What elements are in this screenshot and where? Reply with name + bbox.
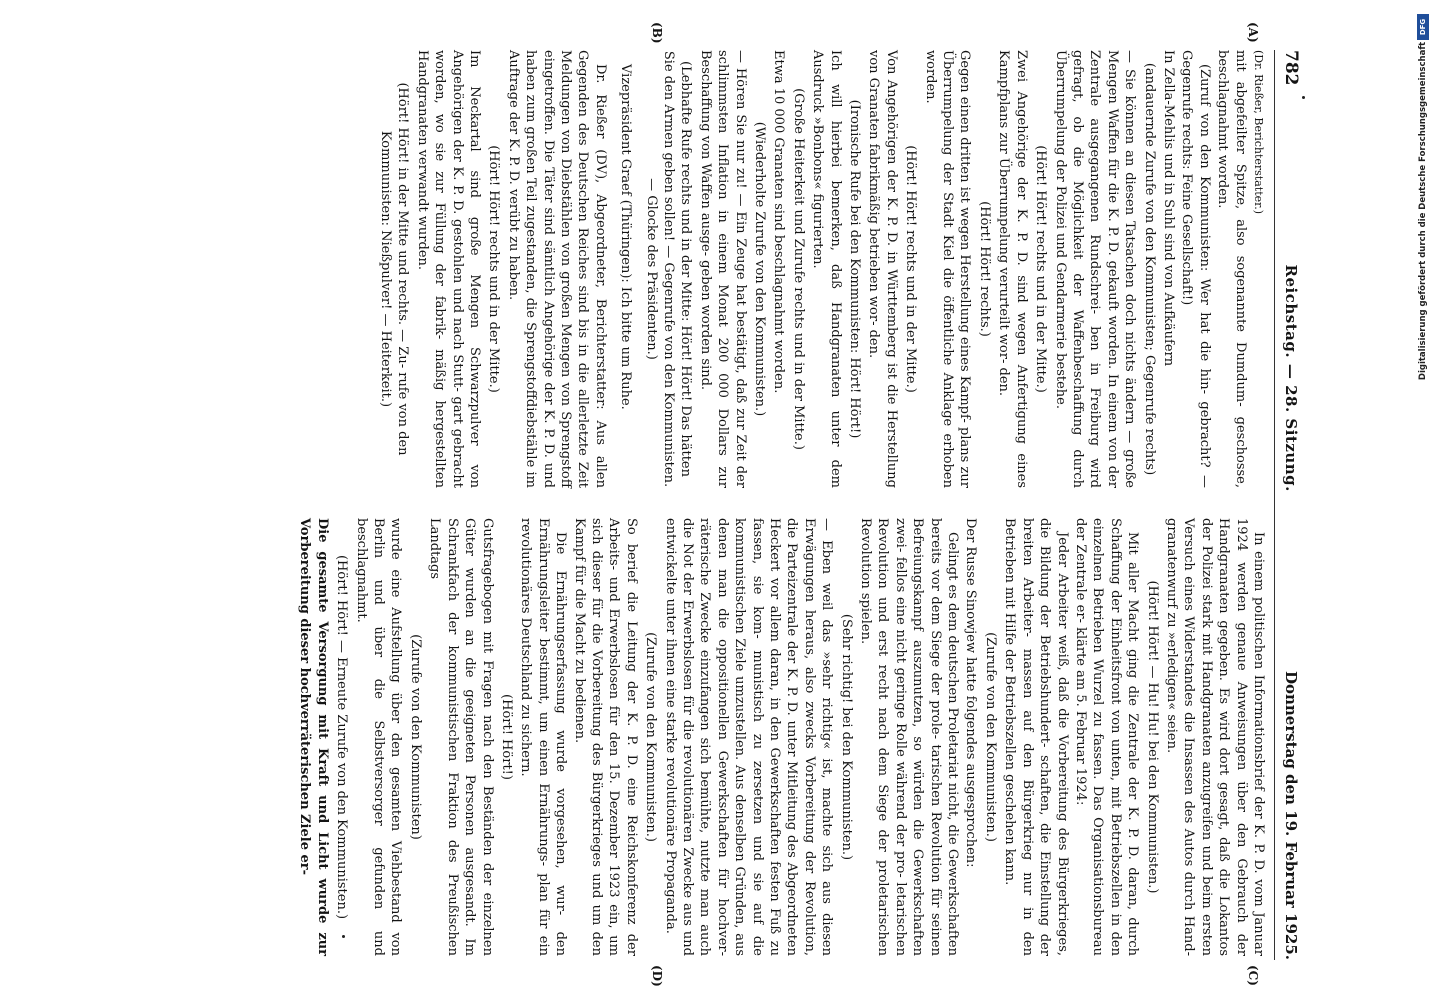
header-title (1281, 86, 1298, 671)
header-session: — 28. Sitzung. (1281, 363, 1300, 492)
margin-marker-c: (C) (1246, 965, 1260, 986)
document-page (5, 22, 1305, 987)
paragraph: — Eben weil das »sehr richtig« ist, machte sich aus diesen Erwägungen heraus, also zwecks Vorbereitung der Revolution, die Parteizentrale der K. P. D. unter Mitleitung des Abgeordneten Heckert vor allem daran, in den Gewerkschaften festen Fuß zu fassen, sie kom- munistisch zu zersetzen und sie auf die kommunistischen Ziele umzustellen. Aus denselben Gründen, aus denen man die oppositionellen Gewerkschaften für hochver- räterische Zwecke einzufangen sich bemühte, nutzte man auch die Not der Erwerbslosen für die revolutionären Zwecke aus und entwickelte unter ihnen eine starke revolutionäre Propaganda. (662, 518, 835, 956)
paragraph: Im Neckartal sind große Mengen Schwarzpulver von Angehörigen der K. P. D. gestohlen und nach Stutt- gart gebracht worden, wo sie zur Füllung der fabrik- mäßig hergestellten Handgranaten verwandt wurden. (414, 50, 482, 488)
interjection: (Zuruf von den Kommunisten: Wer hat die hin- gebracht? — Gegenrufe rechts: Feine Gesellschaft!) (1179, 50, 1212, 488)
paragraph: Mit aller Macht ging die Zentrale der K. P. D. daran, durch Schaffung der Einheitsfront von unten, mit Betriebszellen in den einzelnen Betrieben Wurzel zu fassen. Das Organisationsbureau der Zentrale er- klärte am 5. Februar 1924: (1072, 518, 1141, 956)
left-column (375, 50, 1268, 488)
vice-president-remark: Vizepräsident Graef (Thüringen): Ich bitte um Ruhe. (618, 64, 634, 410)
paragraph: mit abgefeilter Spitze, also sogenannte Dumdum- geschosse, beschlagnahmt worden. (1215, 50, 1248, 488)
quotation: Gelingt es dem deutschen Proletariat nicht, die Gewerkschaften bereits vor dem Siege der prole- tarischen Revolution für seinen Befreiungskampf auszunutzen, so würden die Gewerkschaften zwei- fellos eine nicht geringe Rolle während der pro- letarischen Revolution und erst recht nach dem Siege der proletarischen Revolution spielen. (858, 518, 961, 956)
interjection: (Zurufe von den Kommunisten.) (982, 632, 998, 842)
paragraph: Der Russe Sinowjew hatte folgendes ausgesprochen: (963, 518, 979, 868)
paragraph: Ich will hierbei bemerken, daß Handgranaten unter dem Ausdruck »Bonbons« figurierten. (810, 50, 843, 488)
paragraph: Zwei Angehörige der K. P. D. sind wegen Anfertigung eines Kampfplans zur Überrumpelung verurteilt wor- den. (996, 50, 1029, 488)
paragraph: Die gesamte Versorgung mit Kraft und Licht wurde zur Vorbereitung dieser hochverräterischen Ziele er- (297, 518, 330, 956)
page-number: 782 (1280, 50, 1301, 86)
paragraph: In Zella-Mehlis und in Suhl sind von Aufkäufern (1160, 50, 1176, 367)
paragraph: Etwa 10 000 Granaten sind beschlagnahmt worden. (771, 50, 787, 394)
interjection: (Hört! Hört! rechts und in der Mitte.) (903, 145, 919, 393)
interjection: (Hört! Hört!) (498, 694, 514, 780)
interjection: (Hört! Hört! rechts und in der Mitte.) (486, 145, 502, 393)
header-left-title: Reichstag. (1281, 264, 1300, 359)
interjection: (Ironische Rufe bei den Kommunisten: Hört! Hört!) (847, 99, 863, 439)
funding-credit: Digitalisierung gefördert durch die Deutsche Forschungsgemeinschaft (1418, 41, 1428, 381)
interjection: (Lebhafte Rufe rechts und in der Mitte: Hört! Hört! Das hätten Sie den Armen geben sollen! — Gegenrufe von den Kommunisten. — Glocke des Präsidenten.) (643, 50, 694, 488)
interjection: (Große Heiterkeit und Zurufe rechts und in der Mitte.) (790, 88, 806, 450)
interjection: (Hört! Hört! in der Mitte und rechts. — Zu- rufe von den Kommunisten: Nießpulver! — Heiterkeit.) (377, 82, 411, 456)
paragraph: Von Angehörigen der K. P. D. in Württemberg ist die Herstellung von Granaten fabrikmäßig betrieben wor- den. (866, 50, 899, 488)
paragraph: In einem politischen Informationsbrief der K. P. D. vom Januar 1924 werden genaue Anweisungen über den Gebrauch der Handgranaten gegeben. Es wird dort gesagt, daß die Lokantos der Polizei stark mit Handgranaten anzugreifen und beim ersten Versuch eines Widerstandes die Insassen des Autos durch Hand- granatenwurf zu »erledigen« seien. (1163, 518, 1266, 956)
right-column (295, 518, 1267, 956)
paragraph: So berief die Leitung der K. P. D. eine Reichskonferenz der Arbeits- und Erwerbslosen für den 15. Dezember 1923 ein, um sich dieser für die Vorbereitung des Bürgerkrieges und um den Kampf für die Macht zu bedienen. (571, 518, 639, 956)
speaker-paragraph: Dr. Rießer (DV), Abgeordneter, Berichterstatter: Aus allen Gegenden des Deutschen Reiches sind bis in die allerletzte Zeit Meldungen von Diebstählen von großen Mengen von Sprengstoff eingetroffen. Die Täter sind sämtlich Angehörige der K. P. D. und haben zum großen Teil zugestanden, die Sprengstoffdiebstähle im Auftrage der K. P. D. verübt zu haben. (505, 50, 608, 488)
margin-marker-d: (D) (650, 965, 664, 987)
margin-marker-b: (B) (650, 22, 664, 44)
margin-marker-a: (A) (1246, 22, 1260, 43)
interjection: (Hört! Hört! — Erneute Zurufe von den Kommunisten.) (334, 554, 350, 920)
digitization-sidebar (1416, 10, 1430, 990)
paragraph: Gutsfragebogen mit Fragen nach den Beständen der einzelnen Güter wurden an die geeigneten Personen ausgesandt. Im Schrankfach der kommunistischen Fraktion des Preußischen Landtags (427, 518, 495, 956)
interjection: (Sehr richtig! bei den Kommunisten.) (838, 613, 854, 861)
paragraph: — Sie können an diesen Tatsachen doch nichts ändern — große Mengen Waffen für die K. P. D. gekauft worden. In einem von der Zentrale ausgegangenen Rundschrei- ben in Freiburg wird gefragt, ob die Möglichkeit der Waffenbeschaffung durch Überrumpelung der Polizei und Gendarmerie bestehe. (1052, 50, 1138, 488)
paragraph: wurde eine Aufstellung über den gesamten Viehbestand von Berlin und über die Selbstversorger gefunden und beschlagnahmt. (353, 518, 404, 956)
interjection: (Wiederholte Zurufe von den Kommunisten.) (752, 121, 768, 417)
header-date: Donnerstag den 19. Februar 1925. (1281, 670, 1300, 960)
paragraph: Die Ernährungserfassung wurde vorgesehen, wur- den Ernährungsleiter bestimmt, um einen Ernährungs- plan für ein revolutionäres Deutschland zu sichern. (518, 518, 569, 956)
interjection: (Hört! Hört! rechts und in der Mitte.) (1033, 145, 1049, 393)
interjection: (Hört! Hört! — Hu! Hu! bei den Kommunisten.) (1144, 580, 1160, 894)
scan-speck (1302, 96, 1305, 99)
interjection: (Hört! Hört! rechts.) (976, 201, 992, 337)
scan-speck (342, 935, 345, 938)
interjection: (andauernde Zurufe von den Kommunisten; Gegenrufe rechts) (1141, 62, 1157, 476)
dfg-logo-icon: DFG (1417, 14, 1429, 40)
interjection: (Zurufe von den Kommunisten) (407, 634, 423, 840)
quotation: Jeder Arbeiter weiß, daß die Vorbereitung des Bürgerkrieges, die Bildung der Betriebshundert- schaften, die Einstellung der breiten Arbeiter- massen auf den Bürgerkrieg nur in den Betrieben mit Hilfe der Betriebszellen geschehen kann. (1002, 518, 1070, 956)
page-header (1274, 50, 1305, 960)
speaker-running-head: (Dr. Rießer, Berichterstatter.) (1252, 50, 1265, 214)
paragraph: Gegen einen dritten ist wegen Herstellung eines Kampf- plans zur Überrumpelung der Stadt Kiel die öffentliche Anklage erhoben worden. (922, 50, 973, 488)
paragraph: — Hören Sie nur zu! — Ein Zeuge hat bestätigt, daß zur Zeit der schlimmsten Inflation in einem Monat 200 000 Dollars zur Beschaffung von Waffen ausge- geben worden sind. (697, 50, 748, 488)
interjection: (Zurufe von den Kommunisten.) (643, 632, 659, 842)
